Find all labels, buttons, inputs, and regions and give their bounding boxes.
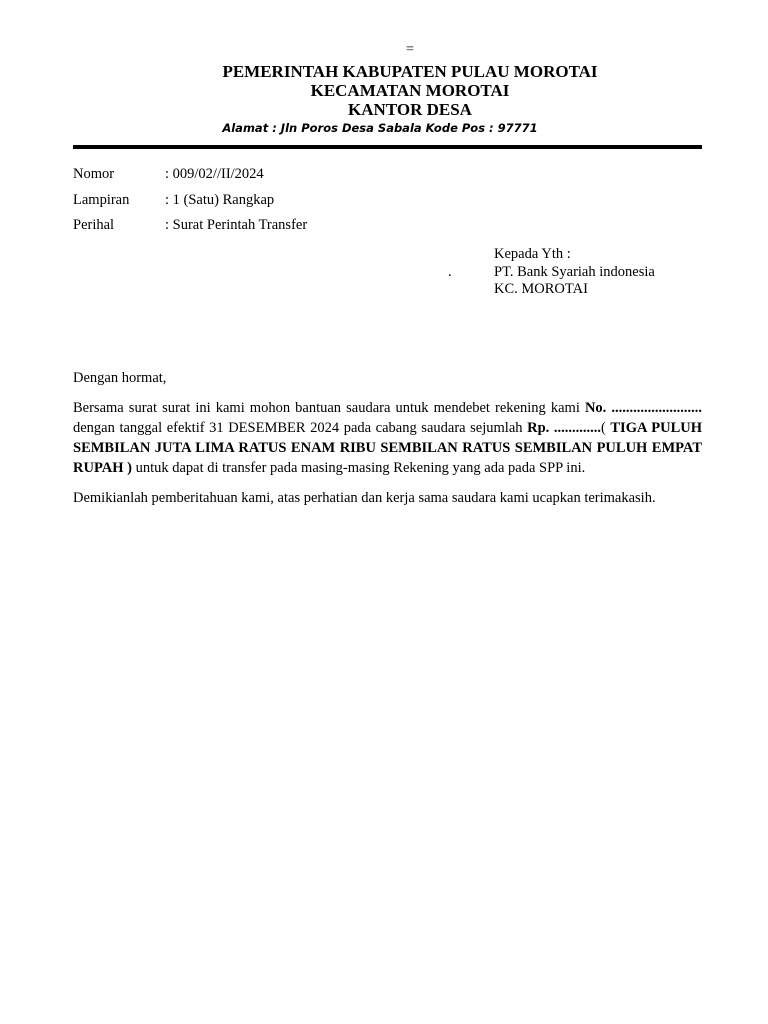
- recipient-branch: KC. MOROTAI: [494, 281, 588, 297]
- lampiran-label: Lampiran: [73, 191, 130, 208]
- letterhead-government: PEMERINTAH KABUPATEN PULAU MOROTAI: [222, 62, 598, 81]
- nomor-value: : 009/02//II/2024: [165, 166, 264, 182]
- account-number: No. .........................: [584, 400, 702, 416]
- perihal-value: : Surat Perintah Transfer: [165, 217, 308, 233]
- letterhead-district: KECAMATAN MOROTAI: [310, 81, 510, 100]
- lampiran-value: : 1 (Satu) Rangkap: [165, 191, 275, 208]
- letterhead-divider: [73, 145, 702, 149]
- meta-row-nomor: [73, 166, 307, 192]
- letterhead: [0, 62, 768, 135]
- recipient-salutation: Kepada Yth :: [494, 246, 571, 262]
- letterhead-address: Alamat : Jln Poros Desa Sabala Kode Pos : 97771: [222, 121, 538, 135]
- recipient-block: [448, 246, 655, 299]
- letter-meta: [73, 166, 307, 243]
- perihal-label: Perihal: [73, 217, 115, 233]
- nomor-label: Nomor: [73, 166, 115, 182]
- recipient-dot: .: [448, 263, 452, 280]
- amount-words: TIGA PULUH SEMBILAN JUTA LIMA RATUS ENAM RIBU SEMBILAN RATUS SEMBILAN PULUH EMPAT RUPAH ): [73, 420, 702, 476]
- recipient-bank: PT. Bank Syariah indonesia: [494, 263, 655, 280]
- amount-rp: Rp. .............: [527, 420, 601, 436]
- greeting: Dengan hormat,: [73, 370, 167, 386]
- meta-row-lampiran: [73, 192, 307, 218]
- letter-body: [73, 368, 702, 518]
- meta-row-perihal: [73, 217, 307, 243]
- letterhead-office: KANTOR DESA: [348, 100, 472, 119]
- header-mark: =: [406, 42, 414, 57]
- closing-paragraph: Demikianlah pemberitahuan kami, atas perhatian dan kerja sama saudara kami ucapkan terimakasih.: [73, 490, 656, 506]
- body-paragraph: Bersama surat surat ini kami mohon bantuan saudara untuk mendebet rekening kami No. ......................... dengan tanggal efektif 31 DESEMBER 2024 pada cabang saudara sejumlah Rp. .............( TIGA PULUH SEMBILAN JUTA LIMA RATUS ENAM RIBU SEMBILAN RATUS SEMBILAN PULUH EMPAT RUPAH ) untuk dapat di transfer pada masing-masing Rekening yang ada pada SPP ini.: [73, 400, 702, 476]
